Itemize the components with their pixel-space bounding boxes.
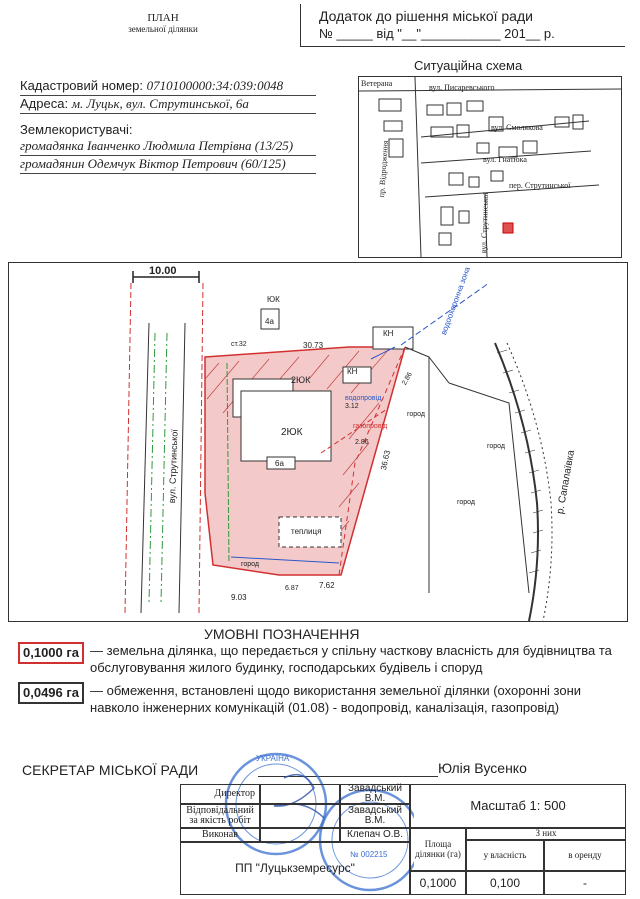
dimension-4: 9.03 <box>231 593 247 602</box>
ownership-value: 0,100 <box>466 871 544 895</box>
building-label-4: 2ЮК <box>281 427 303 438</box>
addendum-box <box>300 4 625 47</box>
legend-item <box>18 682 624 716</box>
situation-title: Ситуаційна схема <box>414 58 523 73</box>
address-label: Адреса: <box>20 96 69 111</box>
situation-label-4: пр. Відродження <box>377 140 390 198</box>
situation-label-2: вул. Смолякова <box>491 123 543 132</box>
address-value: м. Луцьк, вул. Струтинської, 6а <box>71 96 249 111</box>
legend-item <box>18 642 624 676</box>
cadastral-label: Кадастровий номер: <box>20 78 143 93</box>
water-line-label: водоохоронна зона <box>439 265 472 337</box>
plan-frame <box>8 262 628 622</box>
situation-label-3: вул. Гнатюка <box>483 155 527 164</box>
building-label-8: город <box>457 499 476 506</box>
building-label-12: ст.32 <box>231 341 247 348</box>
building-label-10: город <box>487 443 506 450</box>
addendum-line2: № _____ від "__"___________ 201__ р. <box>319 26 555 41</box>
dimension-3: 6.87 <box>285 585 299 592</box>
legend-text-1: — обмеження, встановлені щодо використання земельної ділянки (охоронні зони навколо інженерних комунікацій (01.08) - водопровід, каналізація, газопровід) <box>90 683 582 715</box>
pipe-label-1: водопровід <box>345 395 382 402</box>
stamp2-text: № 002215 <box>350 850 388 859</box>
pipe-label-0: газопровід <box>353 423 388 430</box>
performer-name: Клепач О.В. <box>340 828 410 842</box>
quality-name: Завадський В.М. <box>340 804 410 828</box>
company-name: ПП "Луцькземресурс" <box>180 842 410 895</box>
situation-label-5: пер. Струтинської <box>509 181 571 190</box>
info-block <box>20 78 320 174</box>
of-them-header: З них <box>466 828 626 840</box>
ownership-header: у власність <box>466 840 544 871</box>
dimension-1: 36.63 <box>379 449 392 471</box>
situation-label-1: вул. Писаревського <box>429 83 495 92</box>
scale-value: Масштаб 1: 500 <box>410 784 626 828</box>
legend-text-0: — земельна ділянка, що передається у спільну часткову власність для будівництва та обслуговування жилого будинку, господарських будівель і споруд <box>90 643 612 675</box>
building-label-5: 6а <box>275 459 284 468</box>
building-label-3: КН <box>347 367 358 376</box>
performer-label: Виконав <box>180 828 260 842</box>
building-label-2: 2ЮК <box>291 375 311 385</box>
legend-title: УМОВНІ ПОЗНАЧЕННЯ <box>204 626 360 642</box>
secretary-label: СЕКРЕТАР МІСЬКОЇ РАДИ <box>22 762 199 778</box>
dimension-6: 3.12 <box>345 403 359 410</box>
quality-label: Відповідальний за якість робіт <box>180 804 260 828</box>
user-1: громадянка Іванченко Людмила Петрівна (13/25) <box>20 138 316 156</box>
building-label-9: город <box>241 561 260 568</box>
secretary-name: Юлія Вусенко <box>438 760 527 776</box>
legend-area-1: 0,0496 га <box>18 682 84 704</box>
plan-subtitle: земельної ділянки <box>128 24 198 34</box>
users-label: Землекористувачі: <box>20 122 133 137</box>
stamp-text: УКРАЇНА <box>256 754 290 763</box>
situation-label-0: Ветерана <box>361 79 393 88</box>
lease-value: - <box>544 871 626 895</box>
building-label-1: КН <box>383 329 394 338</box>
addendum-line1: Додаток до рішення міської ради <box>319 8 533 24</box>
street-label: вул. Струтинської <box>167 429 180 504</box>
building-label-0: ЮК <box>267 295 280 304</box>
legend-area-0: 0,1000 га <box>18 642 84 664</box>
lease-header: в оренду <box>544 840 626 871</box>
situation-map <box>358 76 622 258</box>
scale-width: 10.00 <box>149 265 177 277</box>
building-label-11: 4а <box>265 317 274 326</box>
cadastral-value: 0710100000:34:039:0048 <box>146 78 284 93</box>
building-label-7: город <box>407 411 426 418</box>
signature-table <box>180 784 626 895</box>
situation-label-6: вул. Струтинської <box>479 192 491 254</box>
dimension-2: 7.62 <box>319 581 335 590</box>
area-value: 0,1000 <box>410 871 466 895</box>
dimension-7: 2.86 <box>355 439 369 446</box>
dimension-5: 2.86 <box>401 371 414 387</box>
director-label: Директор <box>180 784 260 804</box>
river-label: р. Сапалаївка <box>555 449 578 515</box>
plan-drawing <box>9 263 627 621</box>
building-label-6: теплиця <box>291 527 322 536</box>
user-2: громадянин Одемчук Віктор Петрович (60/125) <box>20 156 316 174</box>
dimension-0: 30.73 <box>303 341 324 350</box>
plan-title: ПЛАН <box>147 12 179 24</box>
director-name: Завадський В.М. <box>340 784 410 804</box>
plan-title-block <box>108 12 218 34</box>
legend-list <box>18 642 624 716</box>
area-header: Площа ділянки (га) <box>410 828 466 871</box>
